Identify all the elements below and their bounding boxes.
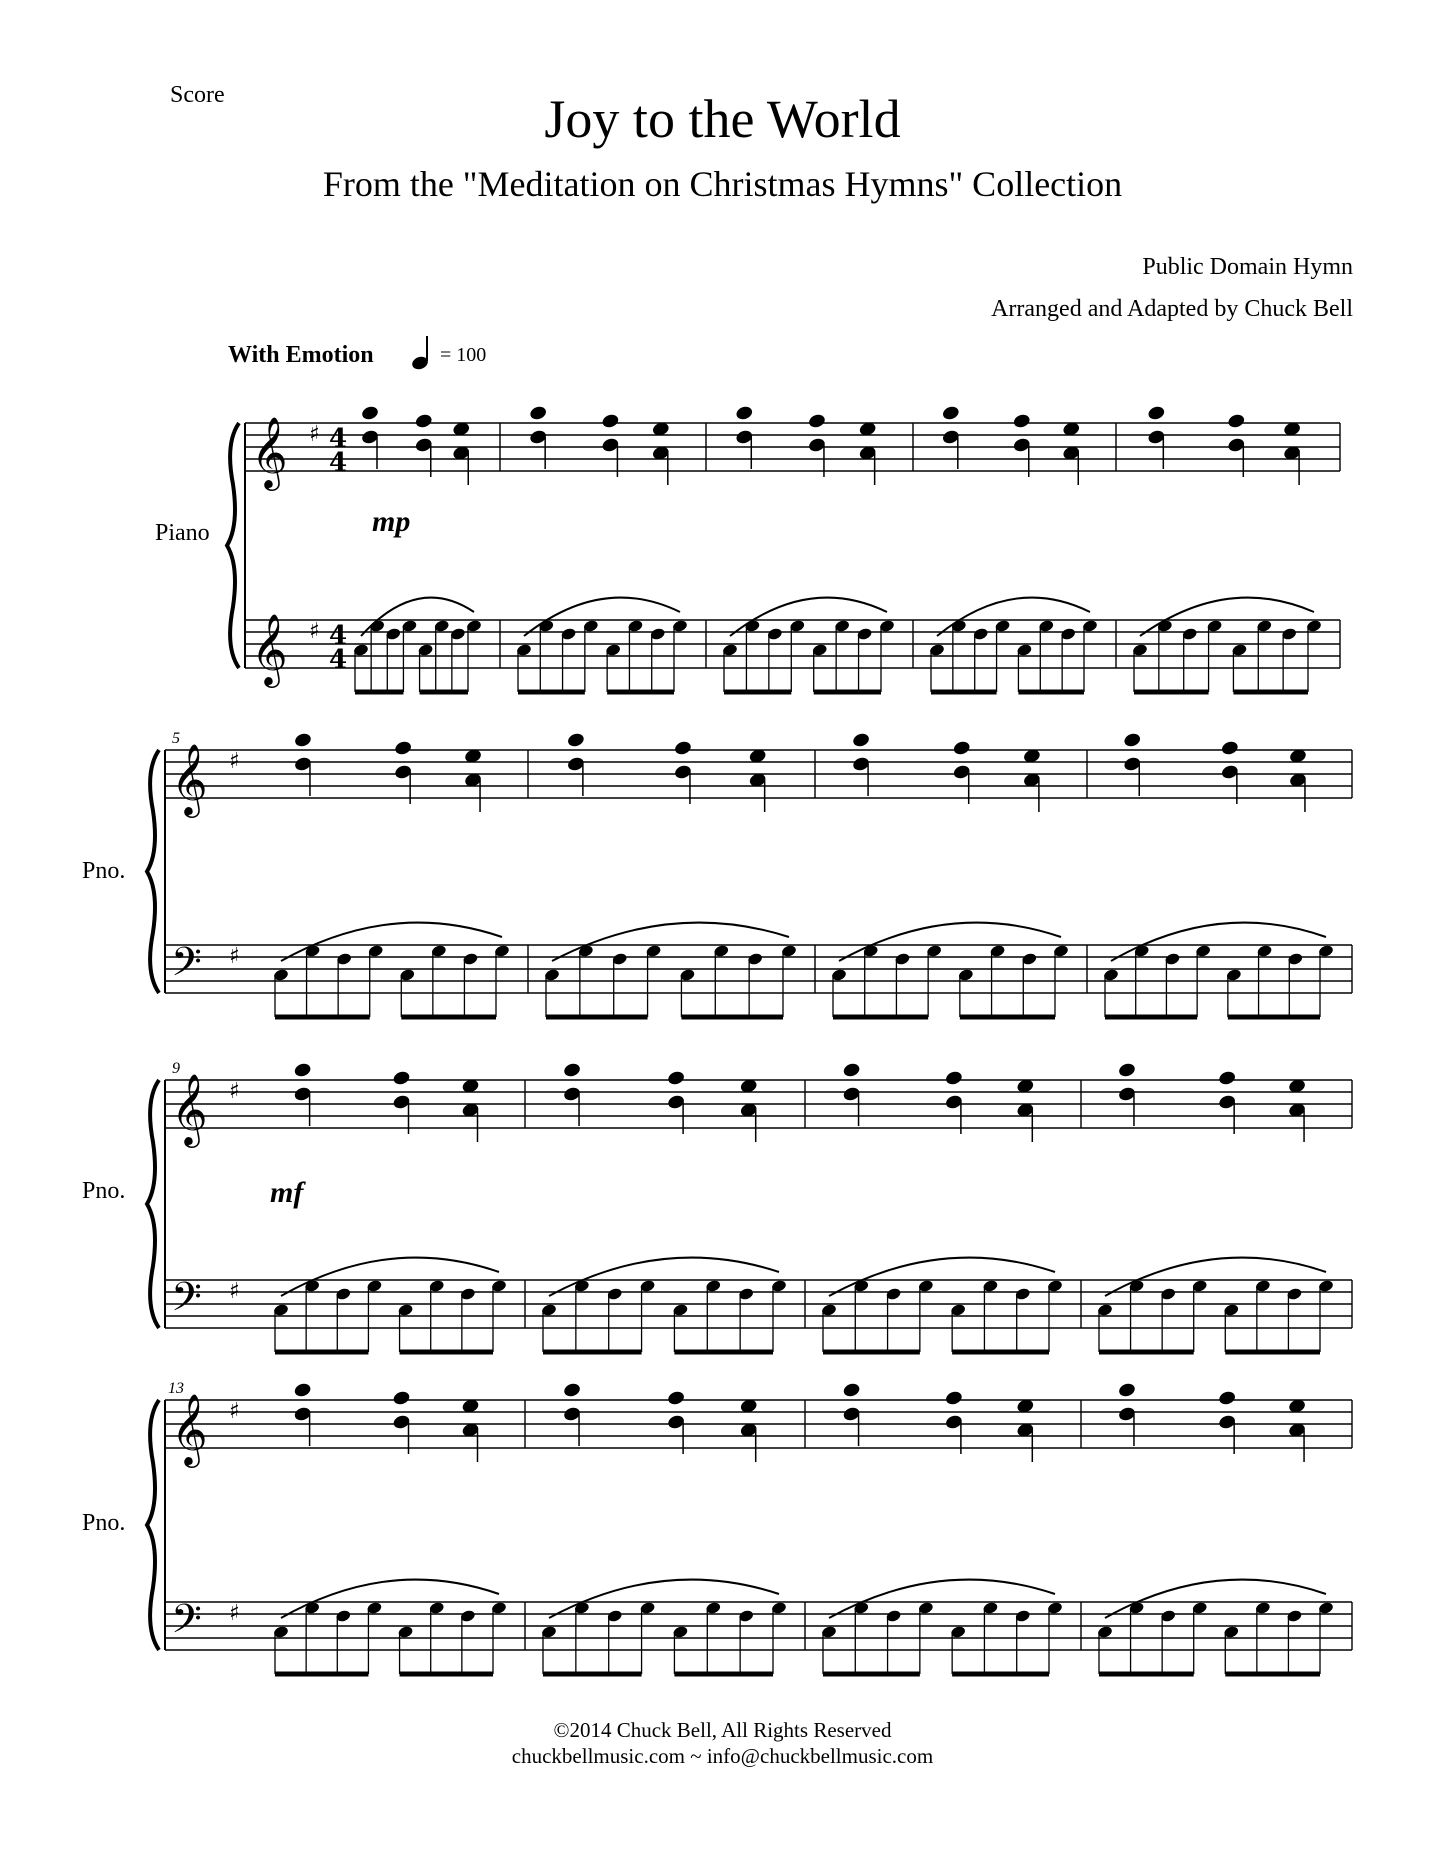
time-signature: 4	[329, 621, 348, 651]
sharp-icon: ♯	[229, 1601, 240, 1626]
measure-number: 13	[168, 1380, 184, 1397]
note-head	[414, 413, 433, 430]
page-title: Joy to the World	[544, 89, 901, 149]
treble-clef-icon: 𝄞	[251, 612, 288, 685]
brace-icon	[147, 1080, 159, 1328]
sharp-icon: ♯	[229, 1279, 240, 1304]
tempo-marking: With Emotion	[228, 342, 374, 368]
dynamic-mf: mf	[270, 1176, 304, 1209]
note-head	[360, 405, 379, 422]
footer-contact: chuckbellmusic.com ~ info@chuckbellmusic.com	[511, 1744, 934, 1768]
note-head	[1117, 1382, 1136, 1399]
note-head	[842, 1062, 861, 1079]
treble-clef-icon: 𝄞	[251, 415, 288, 488]
sharp-icon: ♯	[309, 422, 320, 447]
note-head	[601, 413, 620, 430]
note-head	[529, 405, 548, 422]
note-head	[1012, 413, 1031, 430]
bass-clef-icon: 𝄢	[171, 1274, 202, 1330]
note-head	[1218, 1070, 1237, 1087]
note-head	[941, 405, 960, 422]
bass-clef-icon: 𝄢	[171, 1596, 202, 1652]
dynamic-mp: mp	[372, 505, 411, 538]
note-head	[735, 405, 754, 422]
note-head	[944, 1070, 963, 1087]
note-head	[1117, 1062, 1136, 1079]
treble-clef-icon: 𝄞	[171, 1392, 208, 1465]
composer-credit: Public Domain Hymn	[1142, 254, 1353, 280]
quarter-note-icon	[410, 336, 429, 371]
measure-number: 9	[172, 1060, 180, 1077]
sharp-icon: ♯	[229, 1399, 240, 1424]
note-head	[952, 740, 971, 757]
instrument-label-pno: Pno.	[82, 858, 126, 884]
tempo-bpm: = 100	[440, 344, 487, 366]
bass-clef-icon: 𝄢	[171, 939, 202, 995]
sharp-icon: ♯	[309, 619, 320, 644]
sharp-icon: ♯	[229, 1079, 240, 1104]
note-head	[667, 1390, 686, 1407]
instrument-label-piano: Piano	[155, 520, 210, 546]
note-head	[293, 1382, 312, 1399]
note-head	[1147, 405, 1166, 422]
note-head	[842, 1382, 861, 1399]
note-head	[562, 1382, 581, 1399]
note-head	[562, 1062, 581, 1079]
instrument-label-pno: Pno.	[82, 1178, 126, 1204]
note-head	[944, 1390, 963, 1407]
treble-clef-icon: 𝄞	[171, 1072, 208, 1145]
note-head	[1218, 1390, 1237, 1407]
brace-icon	[227, 423, 239, 668]
note-head	[1227, 413, 1246, 430]
time-signature: 4	[329, 645, 348, 675]
note-head	[673, 740, 692, 757]
note-head	[807, 413, 826, 430]
brace-icon	[147, 1400, 159, 1650]
arranger-credit: Arranged and Adapted by Chuck Bell	[991, 296, 1353, 322]
note-head	[566, 732, 585, 749]
note-head	[392, 1390, 411, 1407]
brace-icon	[147, 750, 159, 993]
note-head	[394, 740, 413, 757]
measure-number: 5	[172, 730, 180, 747]
treble-clef-icon: 𝄞	[171, 742, 208, 815]
note-head	[293, 1062, 312, 1079]
note-head	[392, 1070, 411, 1087]
sharp-icon: ♯	[229, 944, 240, 969]
sharp-icon: ♯	[229, 749, 240, 774]
note-head	[852, 732, 871, 749]
score-label: Score	[170, 82, 225, 108]
footer-copyright: ©2014 Chuck Bell, All Rights Reserved	[553, 1718, 892, 1742]
note-head	[667, 1070, 686, 1087]
note-head	[1123, 732, 1142, 749]
note-head	[293, 732, 312, 749]
page-subtitle: From the "Meditation on Christmas Hymns" Collection	[322, 164, 1123, 204]
note-head	[1220, 740, 1239, 757]
time-signature: 4	[329, 448, 348, 478]
time-signature: 4	[329, 424, 348, 454]
instrument-label-pno: Pno.	[82, 1510, 126, 1536]
